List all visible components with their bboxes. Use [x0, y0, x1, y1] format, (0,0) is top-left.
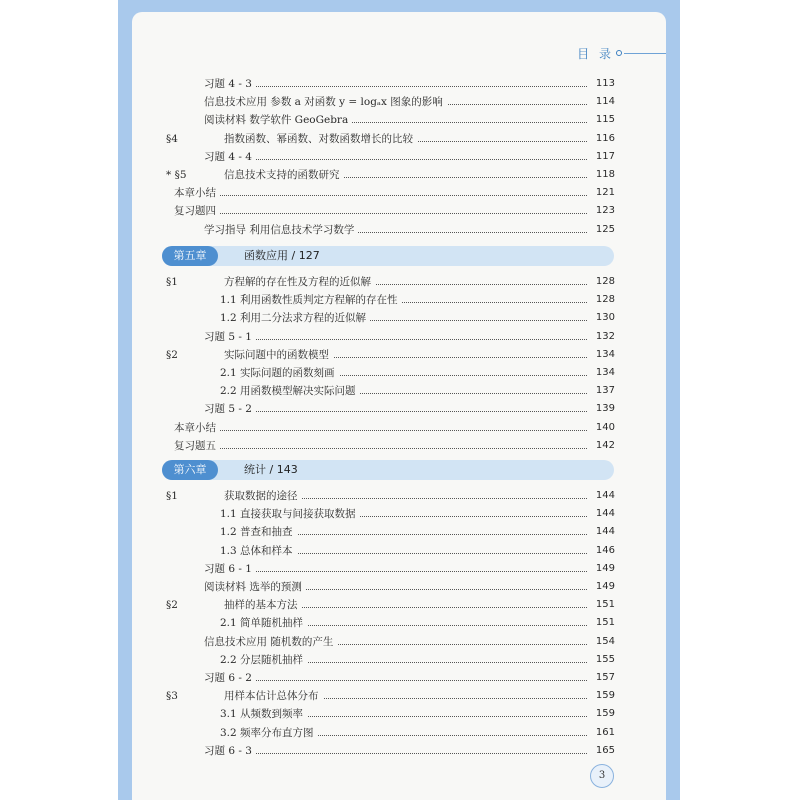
dot-leader [204, 411, 587, 412]
toc-page-number: 159 [589, 705, 615, 723]
toc-entry [204, 93, 615, 111]
toc-page-number: 137 [589, 382, 615, 400]
toc-entry [220, 542, 615, 560]
toc-entry-title: 获取数据的途径 [224, 487, 302, 505]
toc-page-number: 123 [589, 202, 615, 220]
toc-entry-title: 习题 5 - 1 [204, 328, 256, 346]
dot-leader [204, 86, 587, 87]
toc-entry-title: 信息技术支持的函数研究 [224, 166, 344, 184]
toc-entry [204, 75, 615, 93]
toc-entry-title: 指数函数、幂函数、对数函数增长的比较 [224, 130, 417, 148]
toc-page-number: 142 [589, 437, 615, 455]
toc-entry-title: 习题 4 - 3 [204, 75, 256, 93]
toc-page-number: 151 [589, 596, 615, 614]
toc-page-number: 144 [589, 523, 615, 541]
toc-entry-title: 阅读材料 选举的预测 [204, 578, 306, 596]
toc-entry [220, 724, 615, 742]
toc-entry-title: 抽样的基本方法 [224, 596, 302, 614]
page-number: 3 [590, 764, 614, 788]
toc-entry-title: 3.2 频率分布直方图 [220, 724, 318, 742]
toc-page-number: 159 [589, 687, 615, 705]
toc-section-number: §1 [166, 490, 178, 502]
toc-entry-title: 信息技术应用 随机数的产生 [204, 633, 337, 651]
book-page [132, 12, 666, 800]
toc-page-number: 115 [589, 111, 615, 129]
toc-entry [220, 523, 615, 541]
toc-page-number: 113 [589, 75, 615, 93]
header-rule [624, 53, 666, 54]
toc-entry [204, 221, 615, 239]
toc-entry [174, 419, 615, 437]
toc-entry [166, 130, 615, 148]
toc-entry [204, 742, 615, 760]
toc-page-number: 134 [589, 364, 615, 382]
toc-page-number: 114 [589, 93, 615, 111]
chapter-6-tag: 第六章 [162, 460, 218, 480]
toc-entry [204, 328, 615, 346]
toc-entry-title: 复习题五 [174, 437, 220, 455]
dot-leader [204, 159, 587, 160]
toc-entry-title: 习题 6 - 2 [204, 669, 256, 687]
dot-leader [174, 430, 587, 431]
toc-entry [220, 364, 615, 382]
toc-entry [166, 596, 615, 614]
toc-entry-title: 方程解的存在性及方程的近似解 [224, 273, 375, 291]
toc-entry-title: 1.1 直接获取与间接获取数据 [220, 505, 360, 523]
dot-leader [174, 213, 587, 214]
toc-entry-title: 2.1 实际问题的函数刻画 [220, 364, 339, 382]
toc-entry-title: 用样本估计总体分布 [224, 687, 323, 705]
toc-page-number: 134 [589, 346, 615, 364]
dot-leader [204, 680, 587, 681]
toc-entry [220, 614, 615, 632]
toc-page-number: 118 [589, 166, 615, 184]
toc-entry-title: 本章小结 [174, 419, 220, 437]
toc-entry-title: 本章小结 [174, 184, 220, 202]
toc-entry-title: 1.1 利用函数性质判定方程解的存在性 [220, 291, 402, 309]
toc-entry [204, 148, 615, 166]
toc-entry [220, 382, 615, 400]
toc-entry-title: 2.2 用函数模型解决实际问题 [220, 382, 360, 400]
chapter-5-bar [162, 246, 614, 266]
toc-entry [204, 578, 615, 596]
toc-entry [204, 633, 615, 651]
toc-page-number: 117 [589, 148, 615, 166]
toc-entry-title: 阅读材料 数学软件 GeoGebra [204, 111, 352, 129]
toc-entry [166, 487, 615, 505]
page-header [466, 45, 666, 65]
toc-entry-title: 1.2 利用二分法求方程的近似解 [220, 309, 370, 327]
toc-section-number: §2 [166, 599, 178, 612]
toc-entry [204, 400, 615, 418]
header-dot-icon [616, 50, 622, 56]
chapter-5-tag: 第五章 [162, 246, 218, 266]
toc-entry-title: 信息技术应用 参数 a 对函数 y = logₐx 图象的影响 [204, 93, 447, 111]
toc-entry-title: 学习指导 利用信息技术学习数学 [204, 221, 358, 239]
toc-section-number: §2 [166, 348, 178, 361]
toc-entry [220, 651, 615, 669]
toc-entry [166, 273, 615, 291]
toc-entry [166, 687, 615, 705]
toc-section-number: §3 [166, 690, 178, 703]
dot-leader [204, 339, 587, 340]
toc-entry-title: 1.2 普查和抽查 [220, 523, 297, 541]
toc-page-number: 125 [589, 221, 615, 239]
toc-section-number: §1 [166, 276, 178, 288]
toc-page-number: 132 [589, 328, 615, 346]
chapter-5-title: 函数应用 / 127 [244, 249, 320, 262]
toc-entry-title: 1.3 总体和样本 [220, 542, 297, 560]
toc-entry-title: 习题 6 - 1 [204, 560, 256, 578]
toc-page-number: 116 [589, 130, 615, 148]
toc-entry [166, 166, 615, 184]
dot-leader [204, 753, 587, 754]
toc-page-number: 146 [589, 542, 615, 560]
toc-page-number: 140 [589, 419, 615, 437]
chapter-6-title: 统计 / 143 [244, 463, 298, 476]
toc-page-number: 149 [589, 560, 615, 578]
toc-page-number: 165 [589, 742, 615, 760]
toc-entry-title: 习题 4 - 4 [204, 148, 256, 166]
toc-entry [204, 560, 615, 578]
toc-entry [220, 309, 615, 327]
toc-entry-title: 2.1 简单随机抽样 [220, 614, 307, 632]
toc-entry [204, 111, 615, 129]
chapter-6-bar [162, 460, 614, 480]
dot-leader [174, 448, 587, 449]
toc-section-number: * §5 [166, 169, 187, 181]
toc-section-number: §4 [166, 132, 178, 145]
toc-page-number: 149 [589, 578, 615, 596]
toc-entry [174, 202, 615, 220]
toc-page-number: 155 [589, 651, 615, 669]
toc-entry [166, 346, 615, 364]
toc-page-number: 128 [589, 291, 615, 309]
toc-entry [204, 669, 615, 687]
toc-entry-title: 2.2 分层随机抽样 [220, 651, 307, 669]
toc-page-number: 121 [589, 184, 615, 202]
toc-page-number: 128 [589, 273, 615, 291]
toc-entry-title: 实际问题中的函数模型 [224, 346, 333, 364]
dot-leader [204, 571, 587, 572]
toc-page-number: 157 [589, 669, 615, 687]
toc-entry [220, 291, 615, 309]
toc-page-number: 154 [589, 633, 615, 651]
toc-page-number: 130 [589, 309, 615, 327]
dot-leader [174, 195, 587, 196]
toc-entry-title: 习题 5 - 2 [204, 400, 256, 418]
toc-entry [220, 705, 615, 723]
toc-entry [174, 437, 615, 455]
toc-entry-title: 复习题四 [174, 202, 220, 220]
toc-page-number: 151 [589, 614, 615, 632]
toc-entry [220, 505, 615, 523]
toc-entry-title: 3.1 从频数到频率 [220, 705, 307, 723]
toc-page-number: 161 [589, 724, 615, 742]
toc-page-number: 144 [589, 505, 615, 523]
toc-page-number: 139 [589, 400, 615, 418]
toc-page-number: 144 [589, 487, 615, 505]
header-title: 目 录 [577, 47, 614, 61]
toc-entry-title: 习题 6 - 3 [204, 742, 256, 760]
toc-entry [174, 184, 615, 202]
